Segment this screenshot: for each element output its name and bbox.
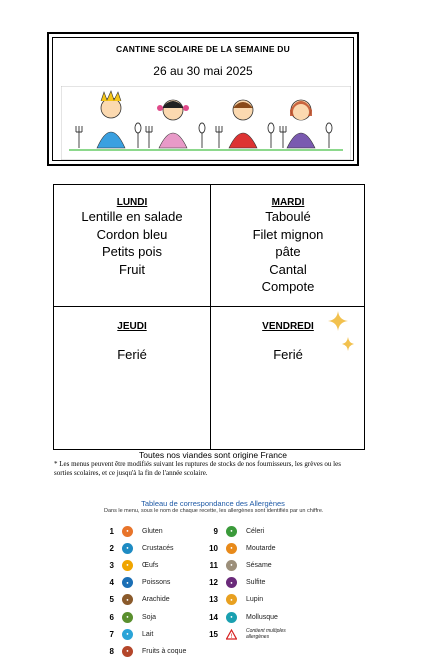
- menu-disclaimer: * Les menus peuvent être modifiés suivant les ruptures de stocks de nos fournisseurs, les grèves ou les sorties scolaires, et ce jusqu'à la fin de l'année scolaire.: [54, 460, 341, 477]
- dish-item: Ferié: [273, 347, 303, 362]
- allergen-label: Fruits à coque: [142, 647, 187, 655]
- allergen-entry: [98, 558, 158, 572]
- allergen-number: 13: [209, 595, 218, 605]
- allergen-entry: [202, 576, 265, 590]
- day-name-thursday: JEUDI: [117, 321, 147, 332]
- sulfite-icon: ●: [226, 577, 237, 588]
- allergen-entry: [98, 541, 174, 555]
- allergen-number: 1: [109, 526, 114, 536]
- allergen-entry: [202, 558, 272, 572]
- allergen-number: 8: [109, 646, 114, 656]
- allergen-number: 15: [209, 629, 218, 639]
- nut-icon: ●: [122, 646, 133, 657]
- allergen-entry: [202, 627, 306, 641]
- allergen-entry: [202, 524, 264, 538]
- allergen-number: 7: [109, 629, 114, 639]
- wheat-icon: ●: [122, 526, 133, 537]
- page-title: CANTINE SCOLAIRE DE LA SEMAINE DU: [116, 44, 290, 54]
- day-name-friday: VENDREDI: [262, 321, 314, 332]
- allergen-number: 12: [209, 578, 218, 588]
- day-cell-thursday: [54, 321, 210, 364]
- allergen-label: Moutarde: [246, 544, 276, 552]
- allergen-entry: [98, 593, 170, 607]
- allergen-label: Soja: [142, 613, 157, 621]
- allergen-table-subtitle: Dans le menu, sous le nom de chaque recette, les allergènes sont identifiés par un chiffre.: [104, 508, 324, 514]
- egg-icon: ●: [122, 560, 133, 571]
- grid-horizontal-divider: [54, 306, 364, 307]
- allergen-entry: [98, 644, 186, 658]
- allergen-entry: [98, 524, 163, 538]
- kids-eating-illustration: [61, 86, 351, 160]
- allergen-label: Sulfite: [246, 579, 266, 587]
- allergen-label: Lupin: [246, 596, 264, 604]
- mollusc-icon: ●: [226, 612, 237, 623]
- sparkle-icon: [326, 309, 354, 357]
- allergen-label: Poissons: [142, 579, 171, 587]
- allergen-label: Crustacés: [142, 544, 174, 552]
- allergen-number: 2: [109, 543, 114, 553]
- milk-icon: ●: [122, 629, 133, 640]
- allergen-number: 11: [209, 560, 218, 570]
- dish-item: Petits pois: [102, 244, 162, 259]
- allergen-entry: [98, 627, 153, 641]
- dish-item: Cantal: [269, 261, 307, 277]
- sesame-icon: ●: [226, 560, 237, 571]
- warning-icon: [226, 629, 237, 640]
- week-date: 26 au 30 mai 2025: [153, 64, 253, 78]
- dish-item: Filet mignon: [252, 226, 324, 242]
- dish-item: pâte: [275, 244, 301, 259]
- dish-item: Ferié: [117, 347, 147, 362]
- allergen-entry: [98, 610, 156, 624]
- day-cell-tuesday: [210, 197, 366, 296]
- allergen-label: Œufs: [142, 561, 159, 569]
- peanut-icon: ●: [122, 594, 133, 605]
- allergen-number: 10: [209, 543, 218, 553]
- day-name-tuesday: MARDI: [271, 197, 305, 208]
- allergen-table-title: Tableau de correspondance des Allergènes: [141, 499, 285, 508]
- allergen-label: Arachide: [142, 596, 170, 604]
- allergen-label: Gluten: [142, 527, 163, 535]
- allergen-label: Lait: [142, 630, 154, 638]
- fish-icon: ●: [122, 577, 133, 588]
- allergen-entry: [202, 593, 263, 607]
- allergen-number: 5: [109, 595, 114, 605]
- allergen-number: 4: [109, 578, 114, 588]
- day-name-monday: LUNDI: [116, 197, 148, 208]
- svg-text:!: !: [230, 632, 233, 640]
- allergen-label: Céleri: [246, 527, 265, 535]
- dish-item: Lentille en salade: [81, 209, 183, 224]
- weekly-menu-grid: [53, 184, 365, 450]
- header-inner-frame: [52, 37, 354, 161]
- header-box: [47, 32, 359, 166]
- soy-icon: ●: [122, 612, 133, 623]
- allergen-label: Mollusque: [246, 613, 278, 621]
- lupin-icon: ●: [226, 594, 237, 605]
- dish-item: Fruit: [119, 261, 145, 277]
- dish-item: Taboulé: [265, 209, 311, 224]
- allergen-number: 6: [109, 612, 114, 622]
- crab-icon: ●: [122, 543, 133, 554]
- celery-icon: ●: [226, 526, 237, 537]
- dish-item: Cordon bleu: [96, 226, 168, 242]
- day-cell-monday: [54, 197, 210, 278]
- allergen-number: 14: [209, 612, 218, 622]
- allergen-entry: [98, 576, 170, 590]
- allergen-label: Sésame: [246, 561, 272, 569]
- allergen-number: 9: [213, 526, 218, 536]
- allergen-entry: [202, 541, 276, 555]
- mustard-icon: ●: [226, 543, 237, 554]
- dish-item: Compote: [261, 279, 315, 294]
- allergen-number: 3: [109, 560, 114, 570]
- allergen-label: Contient multiples allergènes: [246, 628, 286, 641]
- meat-origin-note: Toutes nos viandes sont origine France: [139, 450, 287, 460]
- allergen-entry: [202, 610, 278, 624]
